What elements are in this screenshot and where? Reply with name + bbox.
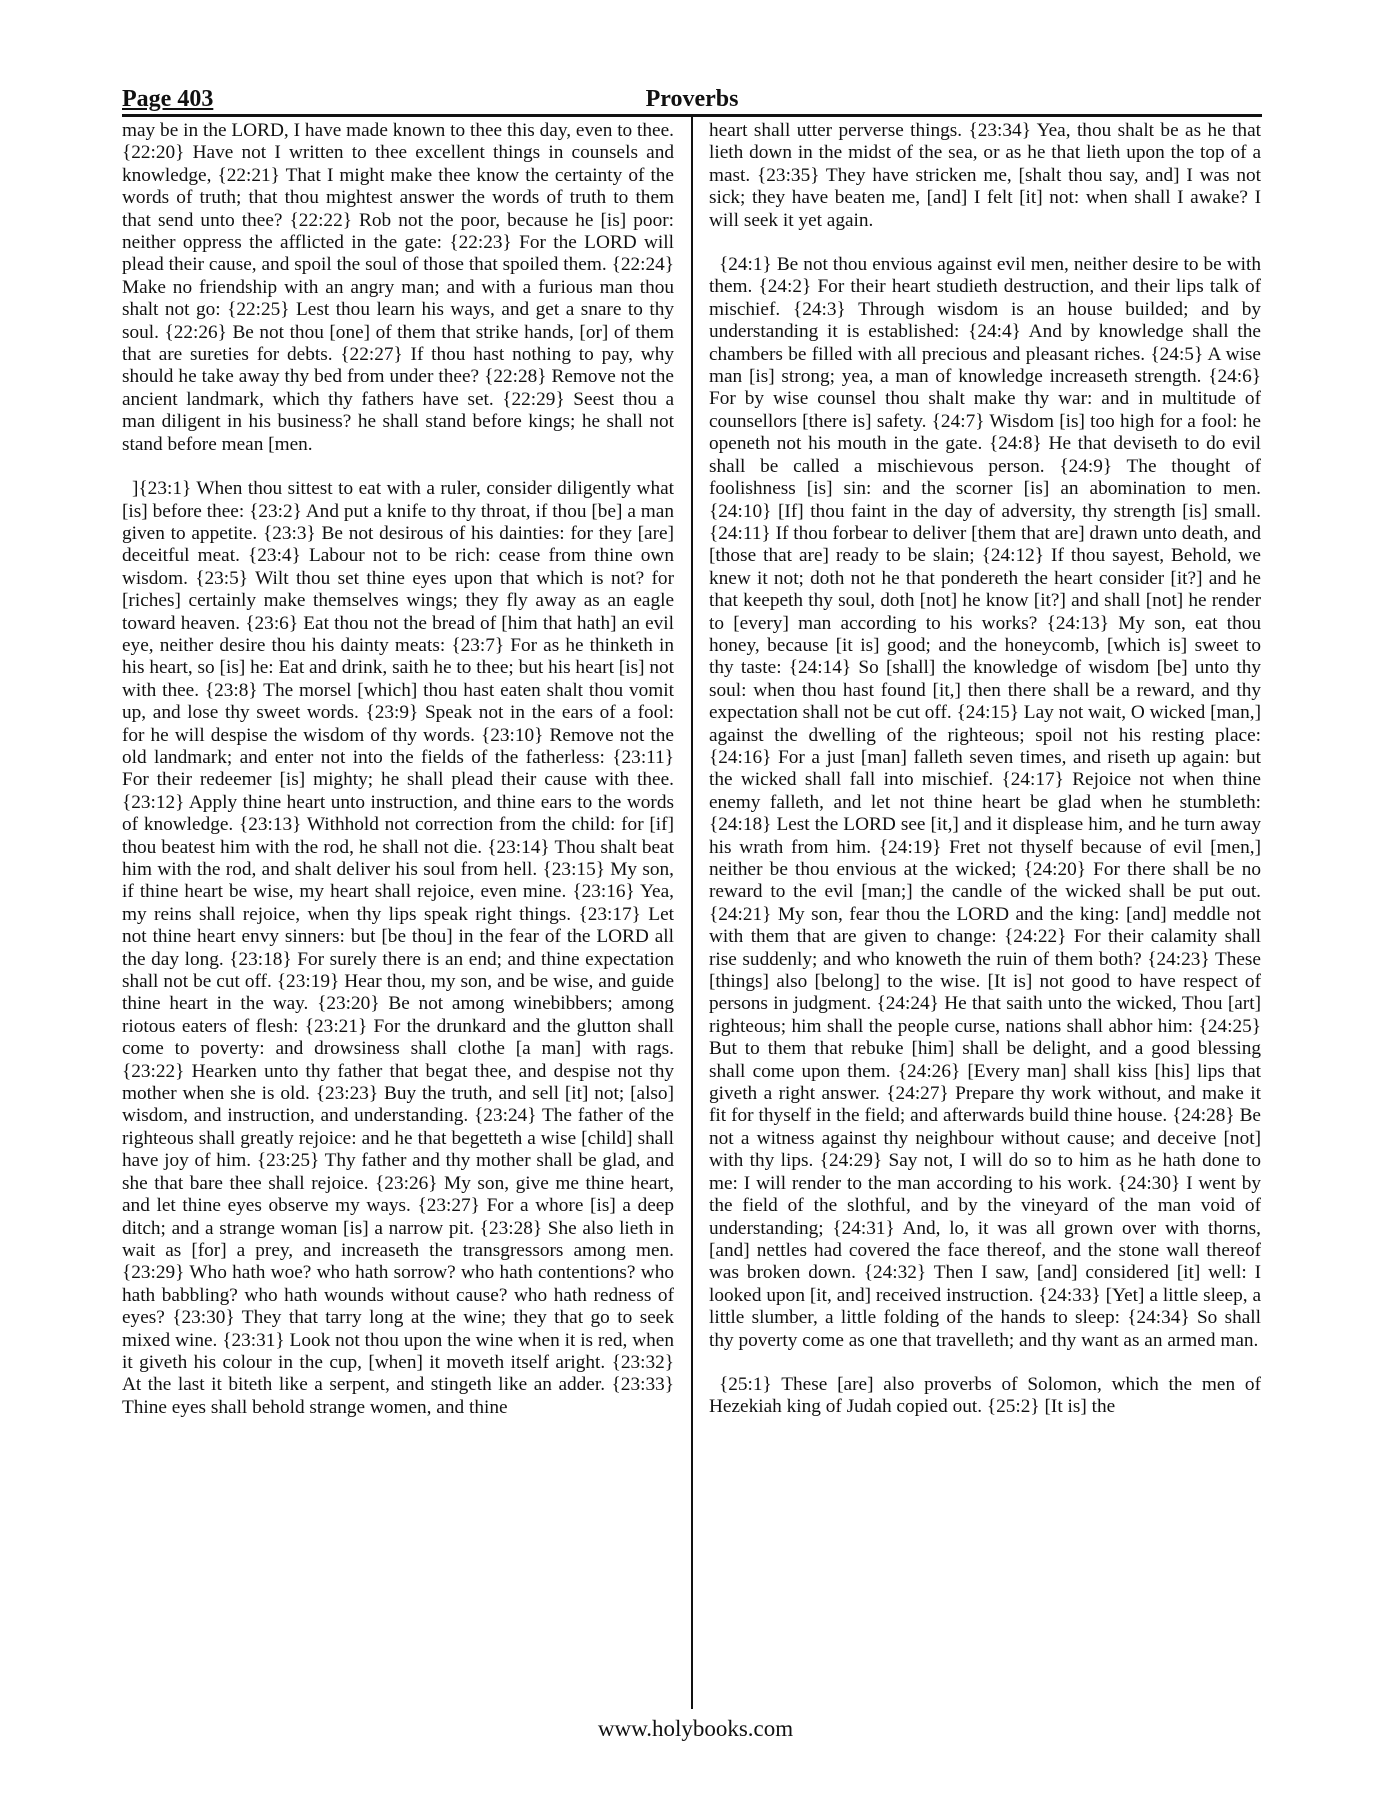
page-header	[122, 86, 1262, 116]
column-divider	[691, 117, 693, 1709]
right-column	[709, 120, 1261, 1705]
right-paragraph-2: {24:1} Be not thou envious against evil men, neither desire to be with them. {24:2} For their heart studieth destruction, and their lips talk of mischief. {24:3} Through wisdom is an house builded; and by understanding it is established: {24:4} And by knowledge shall the chambers be filled with all precious and pleasant riches. {24:5} A wise man [is] strong; yea, a man of knowledge increaseth strength. {24:6} For by wise counsel thou shalt make thy war: and in multitude of counsellors [there is] safety. {24:7} Wisdom [is] too high for a fool: he openeth not his mouth in the gate. {24:8} He that deviseth to do evil shall be called a mischievous person. {24:9} The thought of foolishness [is] sin: and the scorner [is] an abomination to men. {24:10} [If] thou faint in the day of adversity, thy strength [is] small. {24:11} If thou forbear to deliver [them that are] drawn unto death, and [those that are] ready to be slain; {24:12} If thou sayest, Behold, we knew it not; doth not he that pondereth the heart consider [it?] and he that keepeth thy soul, doth [not] he know [it?] and shall [not] he render to [every] man according to his works? {24:13} My son, eat thou honey, because [it is] good; and the honeycomb, [which is] sweet to thy taste: {24:14} So [shall] the knowledge of wisdom [be] unto thy soul: when thou hast found [it,] then there shall be a reward, and thy expectation shall not be cut off. {24:15} Lay not wait, O wicked [man,] against the dwelling of the righteous; spoil not his resting place: {24:16} For a just [man] falleth seven times, and riseth up again: but the wicked shall fall into mischief. {24:17} Rejoice not when thine enemy falleth, and let not thine heart be glad when he stumbleth: {24:18} Lest the LORD see [it,] and it displease him, and he turn away his wrath from him. {24:19} Fret not thyself because of evil [men,] neither be thou envious at the wicked; {24:20} For there shall be no reward to the evil [man;] the candle of the wicked shall be put out. {24:21} My son, fear thou the LORD and the king: [and] meddle not with them that are given to change: {24:22} For their calamity shall rise suddenly; and who knoweth the ruin of them both? {24:23} These [things] also [belong] to the wise. [It is] not good to have respect of persons in judgment. {24:24} He that saith unto the wicked, Thou [art] righteous; him shall the people curse, nations shall abhor him: {24:25} But to them that rebuke [him] shall be delight, and a good blessing shall come upon them. {24:26} [Every man] shall kiss [his] lips that giveth a right answer. {24:27} Prepare thy work without, and make it fit for thyself in the field; and afterwards build thine house. {24:28} Be not a witness against thy neighbour without cause; and deceive [not] with thy lips. {24:29} Say not, I will do so to him as he hath done to me: I will render to the man according to his work. {24:30} I went by the field of the slothful, and by the vineyard of the man void of understanding; {24:31} And, lo, it was all grown over with thorns, [and] nettles had covered the face thereof, and the stone wall thereof was broken down. {24:32} Then I saw, [and] considered [it] well: I looked upon [it, and] received instruction. {24:33} [Yet] a little sleep, a little slumber, a little folding of the hands to sleep: {24:34} So shall thy poverty come as one that travelleth; and thy want as an armed man.	[709, 254, 1261, 1351]
right-paragraph-1: heart shall utter perverse things. {23:34} Yea, thou shalt be as he that lieth down in the midst of the sea, or as he that lieth upon the top of a mast. {23:35} They have stricken me, [shalt thou say, and] I was not sick; they have beaten me, [and] I felt [it] not: when shall I awake? I will seek it yet again.	[709, 120, 1261, 231]
book-title: Proverbs	[645, 86, 739, 112]
left-paragraph-1: may be in the LORD, I have made known to thee this day, even to thee. {22:20} Have not I written to thee excellent things in counsels and knowledge, {22:21} That I might make thee know the certainty of the words of truth; that thou mightest answer the words of truth to them that send unto thee? {22:22} Rob not the poor, because he [is] poor: neither oppress the afflicted in the gate: {22:23} For the LORD will plead their cause, and spoil the soul of those that spoiled them. {22:24} Make no friendship with an angry man; and with a furious man thou shalt not go: {22:25} Lest thou learn his ways, and get a snare to thy soul. {22:26} Be not thou [one] of them that strike hands, [or] of them that are sureties for debts. {22:27} If thou hast nothing to pay, why should he take away thy bed from under thee? {22:28} Remove not the ancient landmark, which thy fathers have set. {22:29} Seest thou a man diligent in his business? he shall stand before kings; he shall not stand before mean [men.	[122, 120, 674, 455]
left-paragraph-2: ]{23:1} When thou sittest to eat with a ruler, consider diligently what [is] before thee: {23:2} And put a knife to thy throat, if thou [be] a man given to appetite. {23:3} Be not desirous of his dainties: for they [are] deceitful meat. {23:4} Labour not to be rich: cease from thine own wisdom. {23:5} Wilt thou set thine eyes upon that which is not? for [riches] certainly make themselves wings; they fly away as an eagle toward heaven. {23:6} Eat thou not the bread of [him that hath] an evil eye, neither desire thou his dainty meats: {23:7} For as he thinketh in his heart, so [is] he: Eat and drink, saith he to thee; but his heart [is] not with thee. {23:8} The morsel [which] thou hast eaten shalt thou vomit up, and lose thy sweet words. {23:9} Speak not in the ears of a fool: for he will despise the wisdom of thy words. {23:10} Remove not the old landmark; and enter not into the fields of the fatherless: {23:11} For their redeemer [is] mighty; he shall plead their cause with thee. {23:12} Apply thine heart unto instruction, and thine ears to the words of knowledge. {23:13} Withhold not correction from the child: for [if] thou beatest him with the rod, he shall not die. {23:14} Thou shalt beat him with the rod, and shalt deliver his soul from hell. {23:15} My son, if thine heart be wise, my heart shall rejoice, even mine. {23:16} Yea, my reins shall rejoice, when thy lips speak right things. {23:17} Let not thine heart envy sinners: but [be thou] in the fear of the LORD all the day long. {23:18} For surely there is an end; and thine expectation shall not be cut off. {23:19} Hear thou, my son, and be wise, and guide thine heart in the way. {23:20} Be not among winebibbers; among riotous eaters of flesh: {23:21} For the drunkard and the glutton shall come to poverty: and drowsiness shall clothe [a man] with rags. {23:22} Hearken unto thy father that begat thee, and despise not thy mother when she is old. {23:23} Buy the truth, and sell [it] not; [also] wisdom, and instruction, and understanding. {23:24} The father of the righteous shall greatly rejoice: and he that begetteth a wise [child] shall have joy of him. {23:25} Thy father and thy mother shall be glad, and she that bare thee shall rejoice. {23:26} My son, give me thine heart, and let thine eyes observe my ways. {23:27} For a whore [is] a deep ditch; and a strange woman [is] a narrow pit. {23:28} She also lieth in wait as [for] a prey, and increaseth the transgressors among men. {23:29} Who hath woe? who hath sorrow? who hath contentions? who hath babbling? who hath wounds without cause? who hath redness of eyes? {23:30} They that tarry long at the wine; they that go to seek mixed wine. {23:31} Look not thou upon the wine when it is red, when it giveth his colour in the cup, [when] it moveth itself aright. {23:32} At the last it biteth like a serpent, and stingeth like an adder. {23:33} Thine eyes shall behold strange women, and thine	[122, 478, 674, 1418]
right-paragraph-3: {25:1} These [are] also proverbs of Solomon, which the men of Hezekiah king of Judah copied out. {25:2} [It is] the	[709, 1373, 1261, 1418]
footer-website: www.holybooks.com	[597, 1716, 794, 1741]
page-number: Page 403	[122, 86, 214, 112]
left-column	[122, 120, 674, 1705]
